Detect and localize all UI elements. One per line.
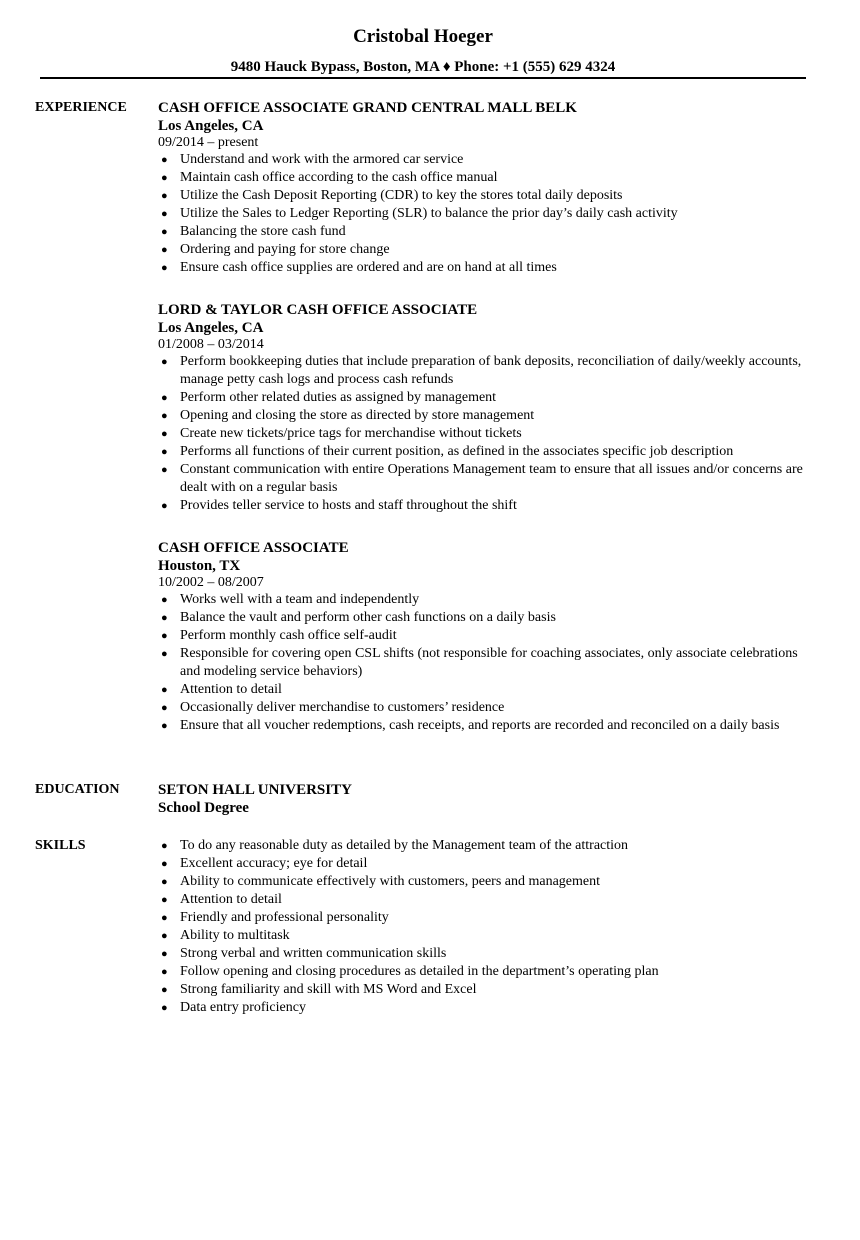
bullet-icon: ●	[161, 876, 168, 888]
header-divider	[40, 77, 806, 79]
list-item: ● Attention to detail	[158, 681, 808, 699]
bullet-icon: ●	[161, 648, 168, 660]
list-item: ● Ability to multitask	[158, 927, 808, 945]
list-item: ● Provides teller service to hosts and staff throughout the shift	[158, 497, 808, 515]
list-item: ● Occasionally deliver merchandise to customers’ residence	[158, 699, 808, 717]
job-dates: 10/2002 – 08/2007	[158, 575, 264, 590]
job-dates: 01/2008 – 03/2014	[158, 337, 264, 352]
list-item: ● Constant communication with entire Operations Management team to ensure that all issues and/or concerns are dealt with on a regular basis	[158, 461, 808, 497]
list-item: ● Performs all functions of their current position, as defined in the associates specific job description	[158, 443, 808, 461]
list-item: ● Balancing the store cash fund	[158, 223, 808, 241]
bullet-icon: ●	[161, 930, 168, 942]
job-location: Los Angeles, CA	[158, 118, 264, 134]
bullet-icon: ●	[161, 500, 168, 512]
skills-bullets	[158, 837, 808, 1017]
job-bullets	[158, 591, 808, 735]
bullet-icon: ●	[161, 702, 168, 714]
experience-heading: EXPERIENCE	[35, 100, 127, 115]
list-item: ● Excellent accuracy; eye for detail	[158, 855, 808, 873]
bullet-icon: ●	[161, 1002, 168, 1014]
bullet-icon: ●	[161, 190, 168, 202]
education-heading: EDUCATION	[35, 782, 120, 797]
list-item: ● Maintain cash office according to the cash office manual	[158, 169, 808, 187]
list-item: ● Strong verbal and written communication skills	[158, 945, 808, 963]
bullet-icon: ●	[161, 392, 168, 404]
job-location: Houston, TX	[158, 558, 241, 574]
job-entry	[158, 539, 808, 735]
bullet-icon: ●	[161, 356, 168, 368]
contact-line: 9480 Hauck Bypass, Boston, MA ♦ Phone: +1 (555) 629 4324	[230, 59, 616, 75]
bullet-icon: ●	[161, 630, 168, 642]
job-entry	[158, 301, 808, 515]
job-title: CASH OFFICE ASSOCIATE	[158, 540, 349, 556]
bullet-icon: ●	[161, 208, 168, 220]
job-location: Los Angeles, CA	[158, 320, 264, 336]
list-item: ● Create new tickets/price tags for merchandise without tickets	[158, 425, 808, 443]
bullet-icon: ●	[161, 894, 168, 906]
list-item: ● Utilize the Cash Deposit Reporting (CDR) to key the stores total daily deposits	[158, 187, 808, 205]
bullet-icon: ●	[161, 966, 168, 978]
skills-list	[158, 837, 808, 1017]
skills-heading: SKILLS	[35, 838, 86, 853]
education-entry	[158, 781, 808, 817]
list-item: ● Strong familiarity and skill with MS Word and Excel	[158, 981, 808, 999]
bullet-icon: ●	[161, 912, 168, 924]
job-entry	[158, 99, 808, 277]
job-bullets	[158, 151, 808, 277]
bullet-icon: ●	[161, 594, 168, 606]
list-item: ● Utilize the Sales to Ledger Reporting (SLR) to balance the prior day’s daily cash activity	[158, 205, 808, 223]
bullet-icon: ●	[161, 154, 168, 166]
job-dates: 09/2014 – present	[158, 135, 259, 150]
bullet-icon: ●	[161, 684, 168, 696]
list-item: ● Data entry proficiency	[158, 999, 808, 1017]
list-item: ● Perform monthly cash office self-audit	[158, 627, 808, 645]
bullet-icon: ●	[161, 262, 168, 274]
list-item: ● Ensure cash office supplies are ordered and are on hand at all times	[158, 259, 808, 277]
bullet-icon: ●	[161, 720, 168, 732]
list-item: ● Perform bookkeeping duties that include preparation of bank deposits, reconciliation of daily/weekly accounts, manage petty cash logs and process cash refunds	[158, 353, 808, 389]
bullet-icon: ●	[161, 948, 168, 960]
list-item: ● Ability to communicate effectively with customers, peers and management	[158, 873, 808, 891]
list-item: ● Responsible for covering open CSL shifts (not responsible for coaching associates, only associate celebrations and modeling service behaviors)	[158, 645, 808, 681]
school-name: SETON HALL UNIVERSITY	[158, 782, 352, 798]
bullet-icon: ●	[161, 244, 168, 256]
list-item: ● Friendly and professional personality	[158, 909, 808, 927]
bullet-icon: ●	[161, 410, 168, 422]
bullet-icon: ●	[161, 172, 168, 184]
candidate-name: Cristobal Hoeger	[353, 26, 493, 47]
list-item: ● Works well with a team and independently	[158, 591, 808, 609]
list-item: ● Understand and work with the armored car service	[158, 151, 808, 169]
bullet-icon: ●	[161, 446, 168, 458]
bullet-icon: ●	[161, 428, 168, 440]
job-title: LORD & TAYLOR CASH OFFICE ASSOCIATE	[158, 302, 478, 318]
job-bullets	[158, 353, 808, 515]
bullet-icon: ●	[161, 858, 168, 870]
list-item: ● Attention to detail	[158, 891, 808, 909]
degree: School Degree	[158, 800, 249, 816]
job-title: CASH OFFICE ASSOCIATE GRAND CENTRAL MALL BELK	[158, 100, 577, 116]
bullet-icon: ●	[161, 840, 168, 852]
bullet-icon: ●	[161, 226, 168, 238]
list-item: ● Opening and closing the store as directed by store management	[158, 407, 808, 425]
list-item: ● Ensure that all voucher redemptions, cash receipts, and reports are recorded and reconciled on a daily basis	[158, 717, 808, 735]
bullet-icon: ●	[161, 612, 168, 624]
list-item: ● Ordering and paying for store change	[158, 241, 808, 259]
list-item: ● Follow opening and closing procedures as detailed in the department’s operating plan	[158, 963, 808, 981]
bullet-icon: ●	[161, 984, 168, 996]
list-item: ● Balance the vault and perform other cash functions on a daily basis	[158, 609, 808, 627]
list-item: ● To do any reasonable duty as detailed by the Management team of the attraction	[158, 837, 808, 855]
list-item: ● Perform other related duties as assigned by management	[158, 389, 808, 407]
bullet-icon: ●	[161, 464, 168, 476]
